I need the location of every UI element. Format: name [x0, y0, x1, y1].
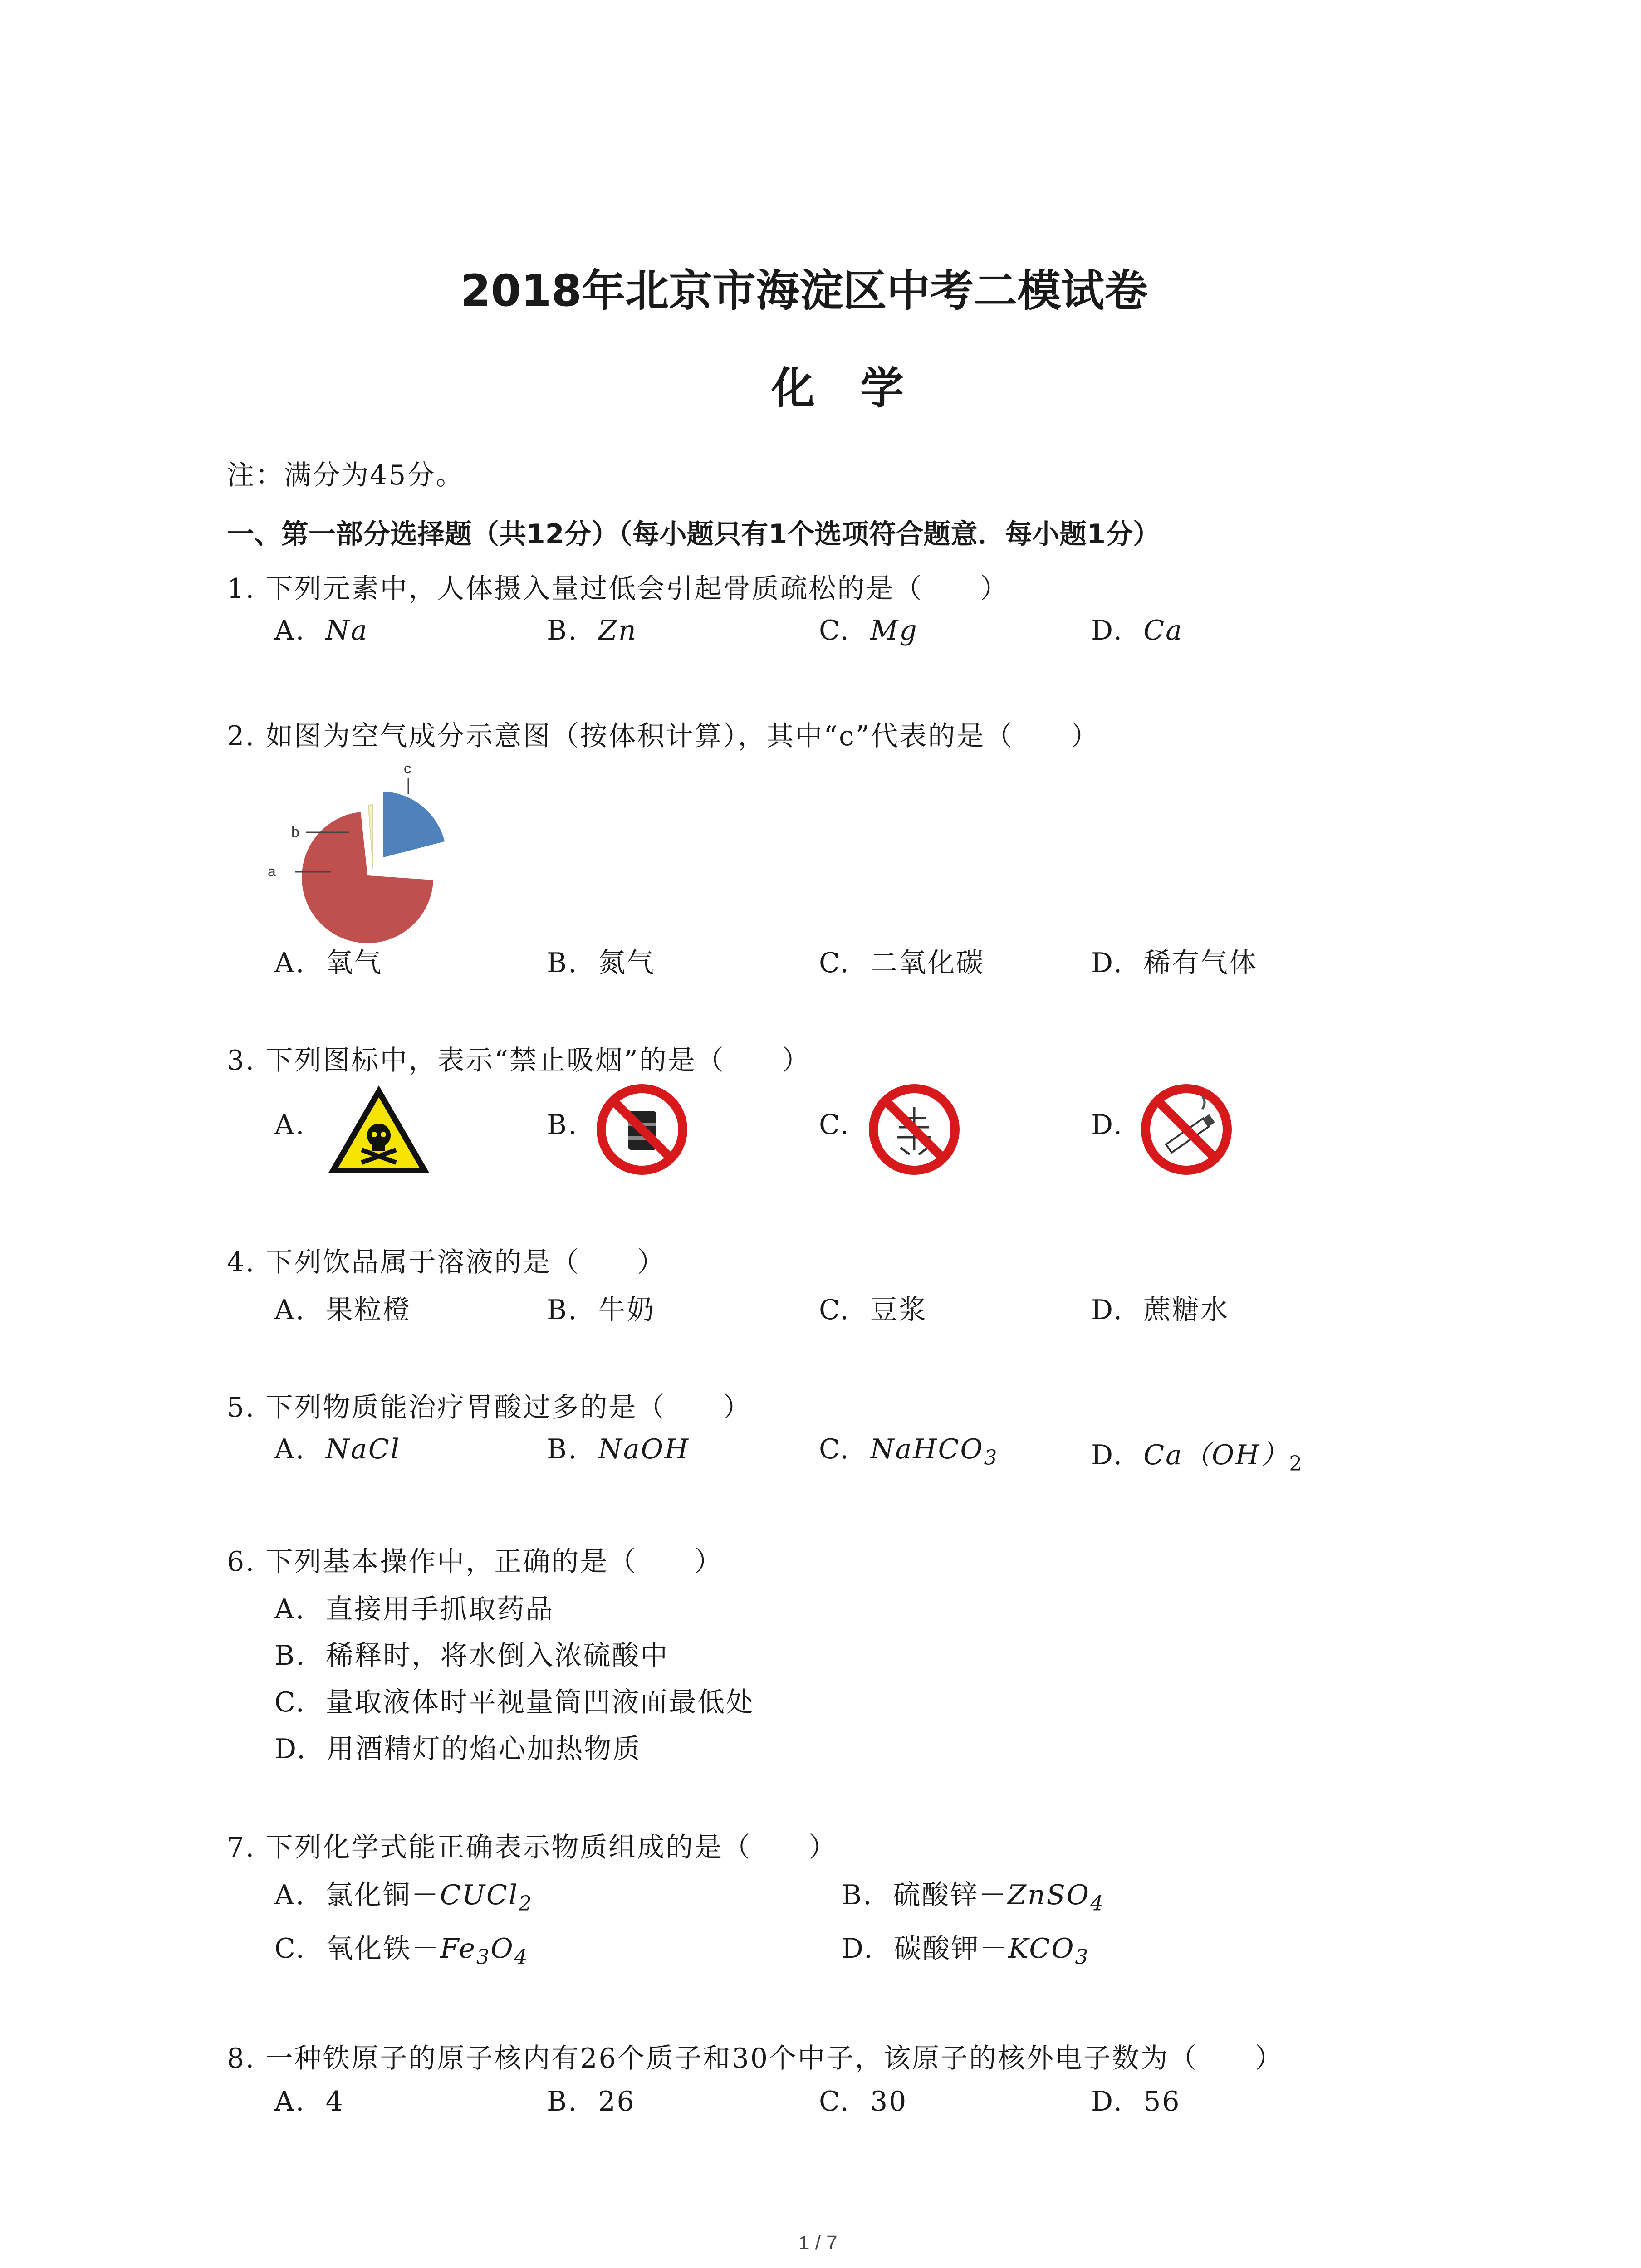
q3-option-d-label: D.: [1091, 1109, 1124, 1141]
q1-option-d: D. Ca: [1091, 615, 1183, 646]
q4-option-b: B. 牛奶: [547, 1294, 656, 1326]
q4-option-c: C. 豆浆: [819, 1294, 927, 1326]
air-composition-pie: [254, 744, 463, 943]
question-6-stem: 6. 下列基本操作中，正确的是（ ）: [227, 1546, 723, 1578]
q5-option-a: A. NaCl: [274, 1433, 401, 1465]
q5-option-d: D. $Ca(OH)_2$: [1091, 1439, 1304, 1476]
q6-option-b: B. 稀释时，将水倒入浓硫酸中: [274, 1640, 669, 1672]
page-number: 1 / 7: [798, 2232, 838, 2254]
q4-option-a: A. 果粒橙: [274, 1294, 411, 1326]
q7-option-d: D. 碳酸钾$-KCO_3$: [842, 1933, 1090, 1969]
q7-option-b: B. 硫酸锌－ZnSO$_4$: [842, 1879, 1105, 1916]
pie-label-a: a: [268, 863, 276, 880]
pie-label-c: c: [404, 760, 411, 777]
pie-label-b: b: [291, 824, 299, 840]
question-2-stem: 2. 如图为空气成分示意图（按体积计算），其中“c”代表的是（ ）: [227, 720, 1100, 752]
section-heading: 一、第一部分选择题（共12分）（每小题只有1个选项符合题意．每小题1分）: [227, 518, 1160, 550]
q3-option-a-label: A.: [274, 1109, 306, 1141]
pie-slice-c: [383, 792, 445, 857]
question-1-stem: 1. 下列元素中，人体摄入量过低会引起骨质疏松的是（ ）: [227, 573, 1009, 605]
q8-option-d: D. 56: [1091, 2086, 1181, 2117]
q7-option-c: C. 氧化铁$-Fe_3O_4$: [274, 1933, 529, 1969]
exam-title: 2018年北京市海淀区中考二模试卷: [460, 265, 1148, 316]
q6-option-d: D. 用酒精灯的焰心加热物质: [274, 1733, 642, 1765]
q5-option-b: B. NaOH: [547, 1433, 690, 1465]
q2-option-a: A. 氧气: [274, 947, 383, 979]
q1-option-c: C. Mg: [819, 615, 918, 646]
q8-option-a: A. 4: [274, 2086, 344, 2117]
q2-option-d: D. 稀有气体: [1091, 947, 1258, 979]
question-7-stem: 7. 下列化学式能正确表示物质组成的是（ ）: [227, 1832, 838, 1863]
subject-title: 化学: [771, 363, 949, 414]
toxic-warning-icon: [324, 1082, 433, 1177]
pie-slice-b: [368, 805, 373, 869]
q5-option-c: C. NaHCO$_3$: [819, 1433, 999, 1470]
q2-option-b: B. 氮气: [547, 947, 656, 979]
q3-option-c-label: C.: [819, 1109, 850, 1141]
q7-option-a: A. 氯化铜－CUCl$_2$: [274, 1879, 533, 1916]
q4-option-d: D. 蔗糖水: [1091, 1294, 1230, 1326]
question-8-stem: 8. 一种铁原子的原子核内有26个质子和30个中子，该原子的核外电子数为（ ）: [227, 2043, 1284, 2074]
no-fireworks-icon: [867, 1082, 962, 1177]
q8-option-b: B. 26: [547, 2086, 636, 2117]
question-4-stem: 4. 下列饮品属于溶液的是（ ）: [227, 1246, 666, 1278]
q1-option-b: B. Zn: [547, 615, 637, 646]
question-3-stem: 3. 下列图标中，表示“禁止吸烟”的是（ ）: [227, 1045, 811, 1076]
q3-option-b-label: B.: [547, 1109, 578, 1141]
q6-option-a: A. 直接用手抓取药品: [274, 1593, 554, 1625]
no-fuel-barrel-icon: [594, 1082, 690, 1177]
q8-option-c: C. 30: [819, 2086, 908, 2117]
no-smoking-icon: [1139, 1082, 1234, 1177]
q6-option-c: C. 量取液体时平视量筒凹液面最低处: [274, 1686, 754, 1718]
score-note: 注：满分为45分。: [227, 459, 465, 491]
q1-option-a: A. Na: [274, 615, 368, 646]
question-5-stem: 5. 下列物质能治疗胃酸过多的是（ ）: [227, 1392, 752, 1423]
q2-option-c: C. 二氧化碳: [819, 947, 985, 979]
